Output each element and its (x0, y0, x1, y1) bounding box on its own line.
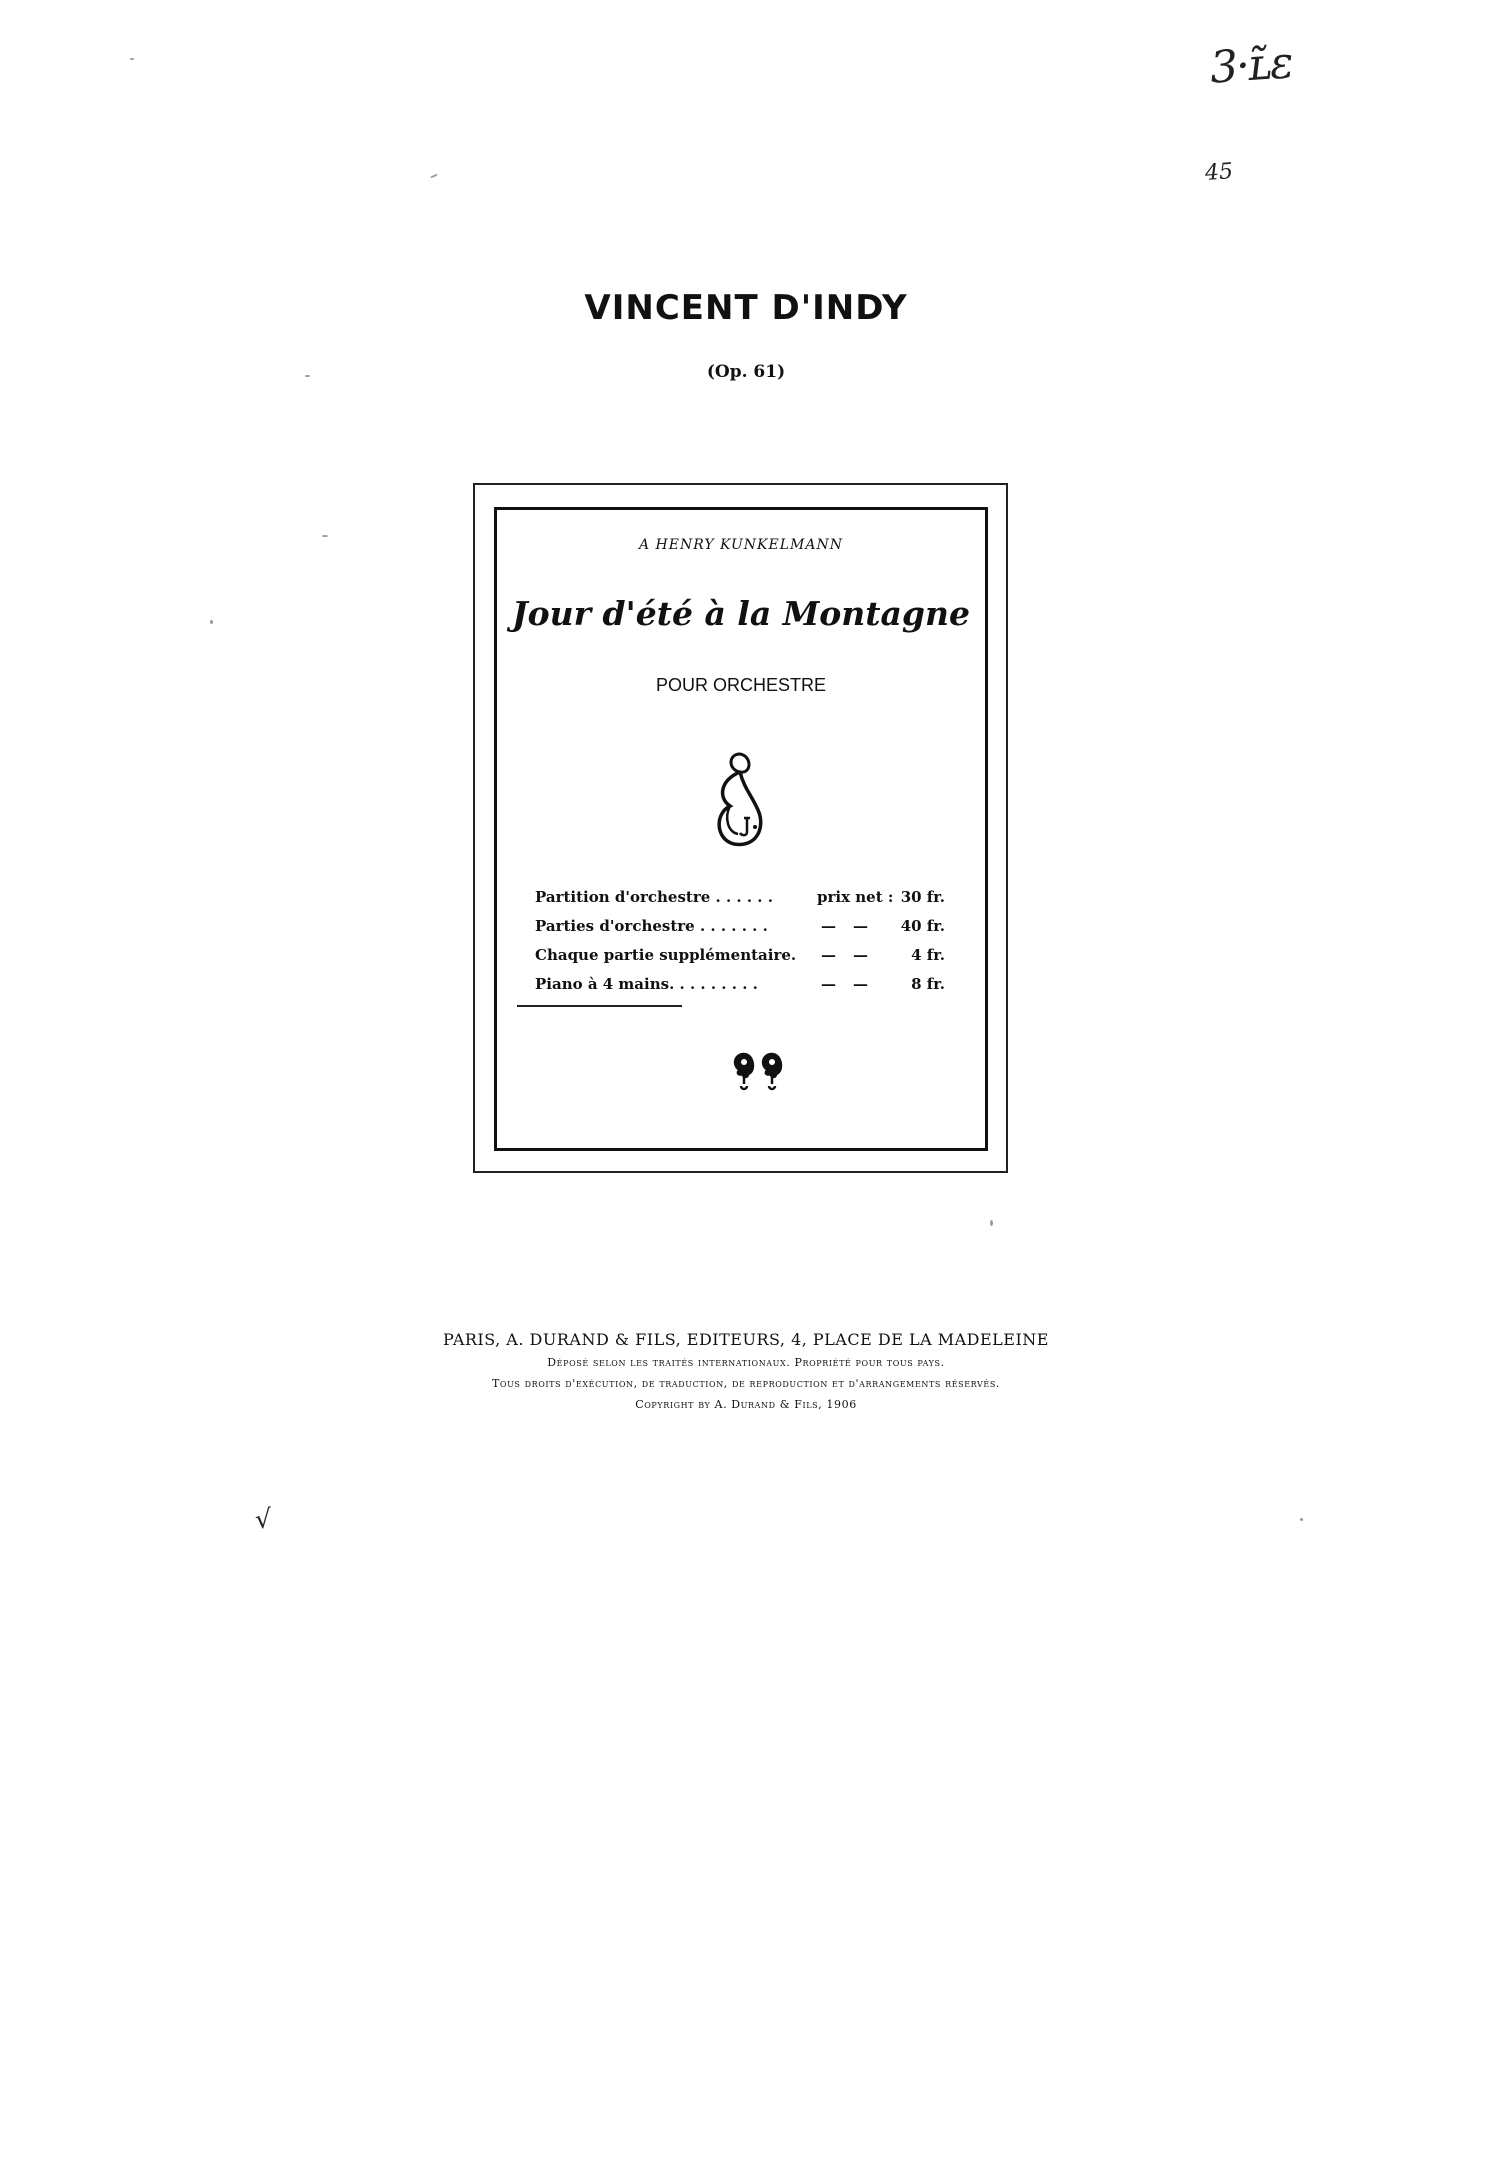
publisher-imprint (0, 1328, 1492, 1415)
price-dash: — (853, 946, 868, 964)
price-row (535, 917, 945, 946)
scan-speck (130, 58, 134, 60)
price-dash: — (821, 946, 836, 964)
composer-name: VINCENT D'INDY (584, 288, 908, 328)
price-list (535, 888, 945, 1004)
price-dash: — (821, 917, 836, 935)
price-net-label: prix net : (817, 888, 894, 906)
scan-speck (210, 620, 213, 624)
opus-number: (Op. 61) (706, 362, 786, 382)
pencil-underline (517, 1005, 682, 1007)
scan-speck (1300, 1518, 1303, 1521)
handwritten-small-mark: 45 (1204, 159, 1234, 186)
price-row (535, 946, 945, 975)
publisher-monogram-logo (700, 748, 780, 858)
handwritten-check-mark: √ (253, 1504, 273, 1536)
work-subtitle: POUR ORCHESTRE (655, 675, 826, 695)
price-item: Piano à 4 mains. . . . . . . . . (535, 975, 758, 993)
scan-speck (430, 173, 438, 178)
price-dash: — (853, 917, 868, 935)
price-item: Partition d'orchestre . . . . . . (535, 888, 773, 906)
price-amount: 8 fr. (911, 975, 945, 993)
publisher-address: PARIS, A. DURAND & FILS, EDITEURS, 4, PLACE DE LA MADELEINE (443, 1330, 1049, 1349)
copyright-notice: Copyright by A. Durand & Fils, 1906 (635, 1398, 857, 1411)
price-dash: — (821, 975, 836, 993)
scan-speck (322, 535, 328, 537)
legal-deposit-notice: Déposé selon les traités internationaux. Propriété pour tous pays. (547, 1356, 945, 1369)
dedication: A HENRY KUNKELMANN (639, 537, 843, 553)
floral-ornament-icon (728, 1050, 788, 1092)
price-item: Parties d'orchestre . . . . . . . (535, 917, 768, 935)
handwritten-shelf-mark: 3·ʟ̃ɛ (1208, 37, 1294, 94)
price-row (535, 975, 945, 1004)
scan-speck (990, 1220, 993, 1226)
price-amount: 30 fr. (900, 888, 945, 906)
rights-notice: Tous droits d'exécution, de traduction, de reproduction et d'arrangements réservés. (491, 1377, 1001, 1390)
price-item: Chaque partie supplémentaire. (535, 946, 797, 964)
work-title: Jour d'été à la Montagne (512, 594, 970, 633)
price-amount: 40 fr. (900, 917, 945, 935)
price-dash: — (853, 975, 868, 993)
price-amount: 4 fr. (911, 946, 945, 964)
price-row (535, 888, 945, 917)
